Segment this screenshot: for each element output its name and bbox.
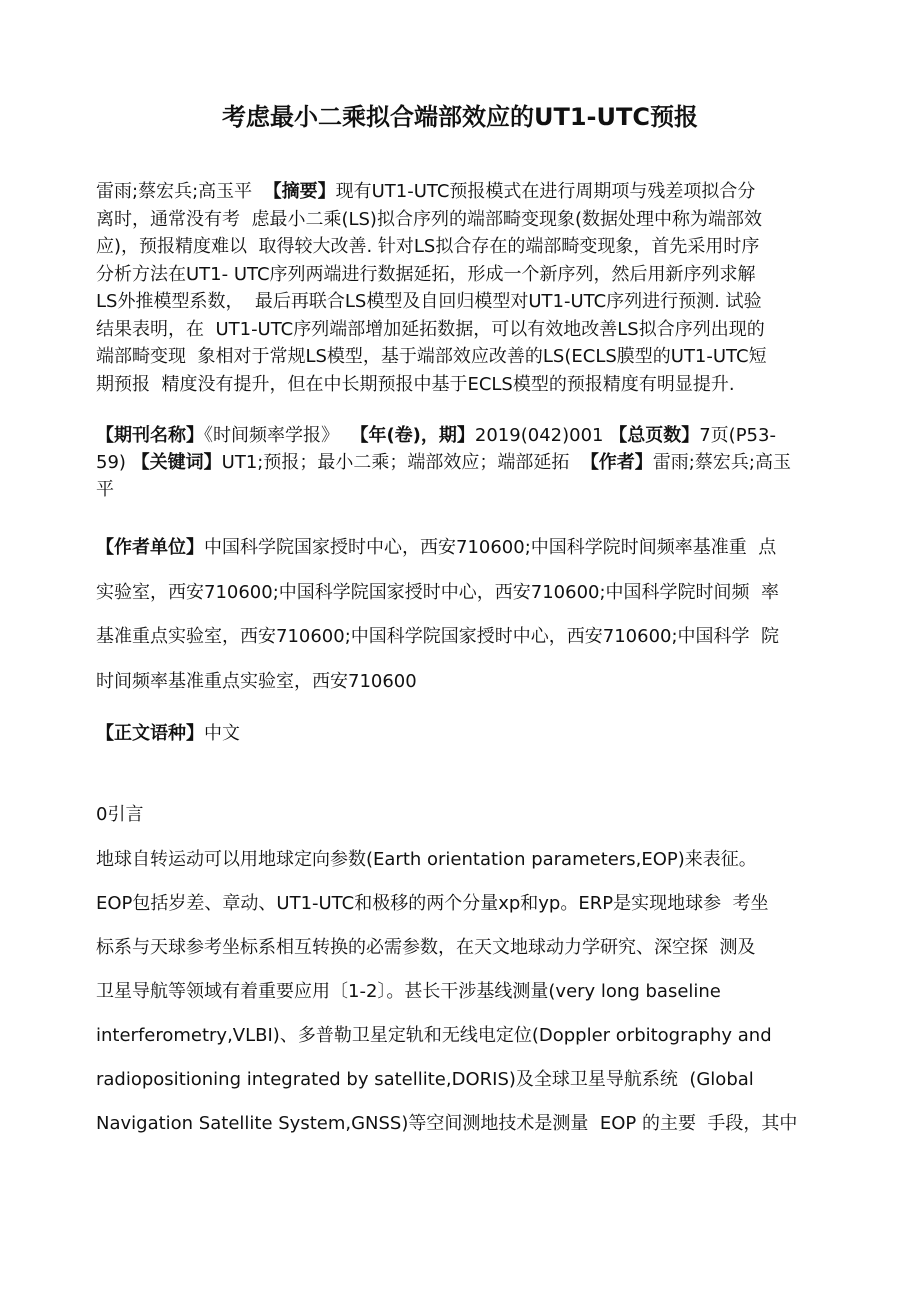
affiliation-line: 基准重点实验室，西安710600;中国科学院国家授时中心，西安710600;中国科学 院 <box>96 626 779 647</box>
body-line: EOP包括岁差、章动、UT1-UTC和极移的两个分量xp和yp。ERP是实现地球参 考坐 <box>96 893 769 914</box>
page-range-end: 59) <box>96 452 126 473</box>
abstract-line: 结果表明，在 UT1-UTC序列端部增加延拓数据，可以有效地改善LS拟合序列出现的 <box>96 318 765 340</box>
metadata-section <box>96 422 830 503</box>
affiliation-label: 【作者单位】 <box>96 537 204 558</box>
affiliation-line-1 <box>96 526 830 571</box>
body-line: 地球自转运动可以用地球定向参数(Earth orientation parameters,EOP)来表征。 <box>96 849 757 870</box>
language-section <box>96 717 830 751</box>
abstract-section <box>96 178 830 398</box>
body-line: 标系与天球参考坐标系相互转换的必需参数，在天文地球动力学研究、深空探 测及 <box>96 937 756 958</box>
section-heading: 0引言 <box>96 804 144 825</box>
abstract-line: 离时，通常没有考 虑最小二乘(LS)拟合序列的端部畸变现象(数据处理中称为端部效 <box>96 208 762 230</box>
abstract-line: LS外推模型系数， 最后再联合LS模型及自回归模型对UT1-UTC序列进行预测. 试验 <box>96 291 762 312</box>
metadata-line-1 <box>96 422 830 449</box>
language-line <box>96 717 830 751</box>
authors: 雷雨;蔡宏兵;高玉 <box>652 452 791 473</box>
body-line: 卫星导航等领域有着重要应用〔1-2〕。甚长干涉基线测量(very long baseline <box>96 981 721 1002</box>
abstract-line: 分析方法在UT1- UTC序列两端进行数据延拓，形成一个新序列，然后用新序列求解 <box>96 263 756 285</box>
journal-label: 【期刊名称】 <box>96 425 204 446</box>
abstract-text: 现有UT1-UTC预报模式在进行周期项与残差项拟合分 <box>335 181 756 202</box>
author-label: 【作者】 <box>580 452 653 473</box>
body-line: interferometry,VLBI)、多普勒卫星定轨和无线电定位(Doppler orbitography and <box>96 1025 772 1046</box>
language-value: 中文 <box>204 723 240 744</box>
year-label: 【年(卷)，期】 <box>350 425 475 446</box>
abstract-line: 应)，预报精度难以 取得较大改善. 针对LS拟合存在的端部畸变现象，首先采用时序 <box>96 236 760 257</box>
affiliation-section <box>96 526 830 704</box>
body-text <box>96 838 830 1146</box>
body-line: Navigation Satellite System,GNSS)等空间测地技术是测量 EOP 的主要 手段，其中 <box>96 1113 798 1134</box>
pages-label: 【总页数】 <box>609 425 700 446</box>
metadata-line-2 <box>96 449 830 476</box>
abstract-label: 【摘要】 <box>263 181 336 202</box>
abstract-line-1 <box>96 178 830 206</box>
journal-name: 《时间频率学报》 <box>204 425 339 446</box>
abstract-line: 端部畸变现 象相对于常规LS模型，基于端部效应改善的LS(ECLS膜型的UT1-UTC短 <box>96 346 767 367</box>
metadata-line-3: 平 <box>96 479 114 500</box>
keywords-label: 【关键词】 <box>131 452 222 473</box>
keywords: UT1;预报；最小二乘；端部效应；端部延拓 <box>221 452 570 473</box>
body-line: radiopositioning integrated by satellite,DORIS)及全球卫星导航系统 (Global <box>96 1069 754 1090</box>
affiliation-text: 中国科学院国家授时中心，西安710600;中国科学院时间频率基准重 点 <box>204 537 777 558</box>
affiliation-line: 实验室，西安710600;中国科学院国家授时中心，西安710600;中国科学院时间频 率 <box>96 581 779 603</box>
document-title: 考虑最小二乘拟合端部效应的UT1-UTC预报 <box>222 103 698 131</box>
year-volume: 2019(042)001 <box>474 425 604 446</box>
affiliation-line: 时间频率基准重点实验室，西安710600 <box>96 670 417 692</box>
abstract-line: 期预报 精度没有提升，但在中长期预报中基于ECLS模型的预报精度有明显提升. <box>96 373 735 395</box>
page-count: 7页(P53- <box>699 425 776 446</box>
abstract-authors: 雷雨;蔡宏兵;高玉平 <box>96 181 253 202</box>
language-label: 【正文语种】 <box>96 723 204 744</box>
